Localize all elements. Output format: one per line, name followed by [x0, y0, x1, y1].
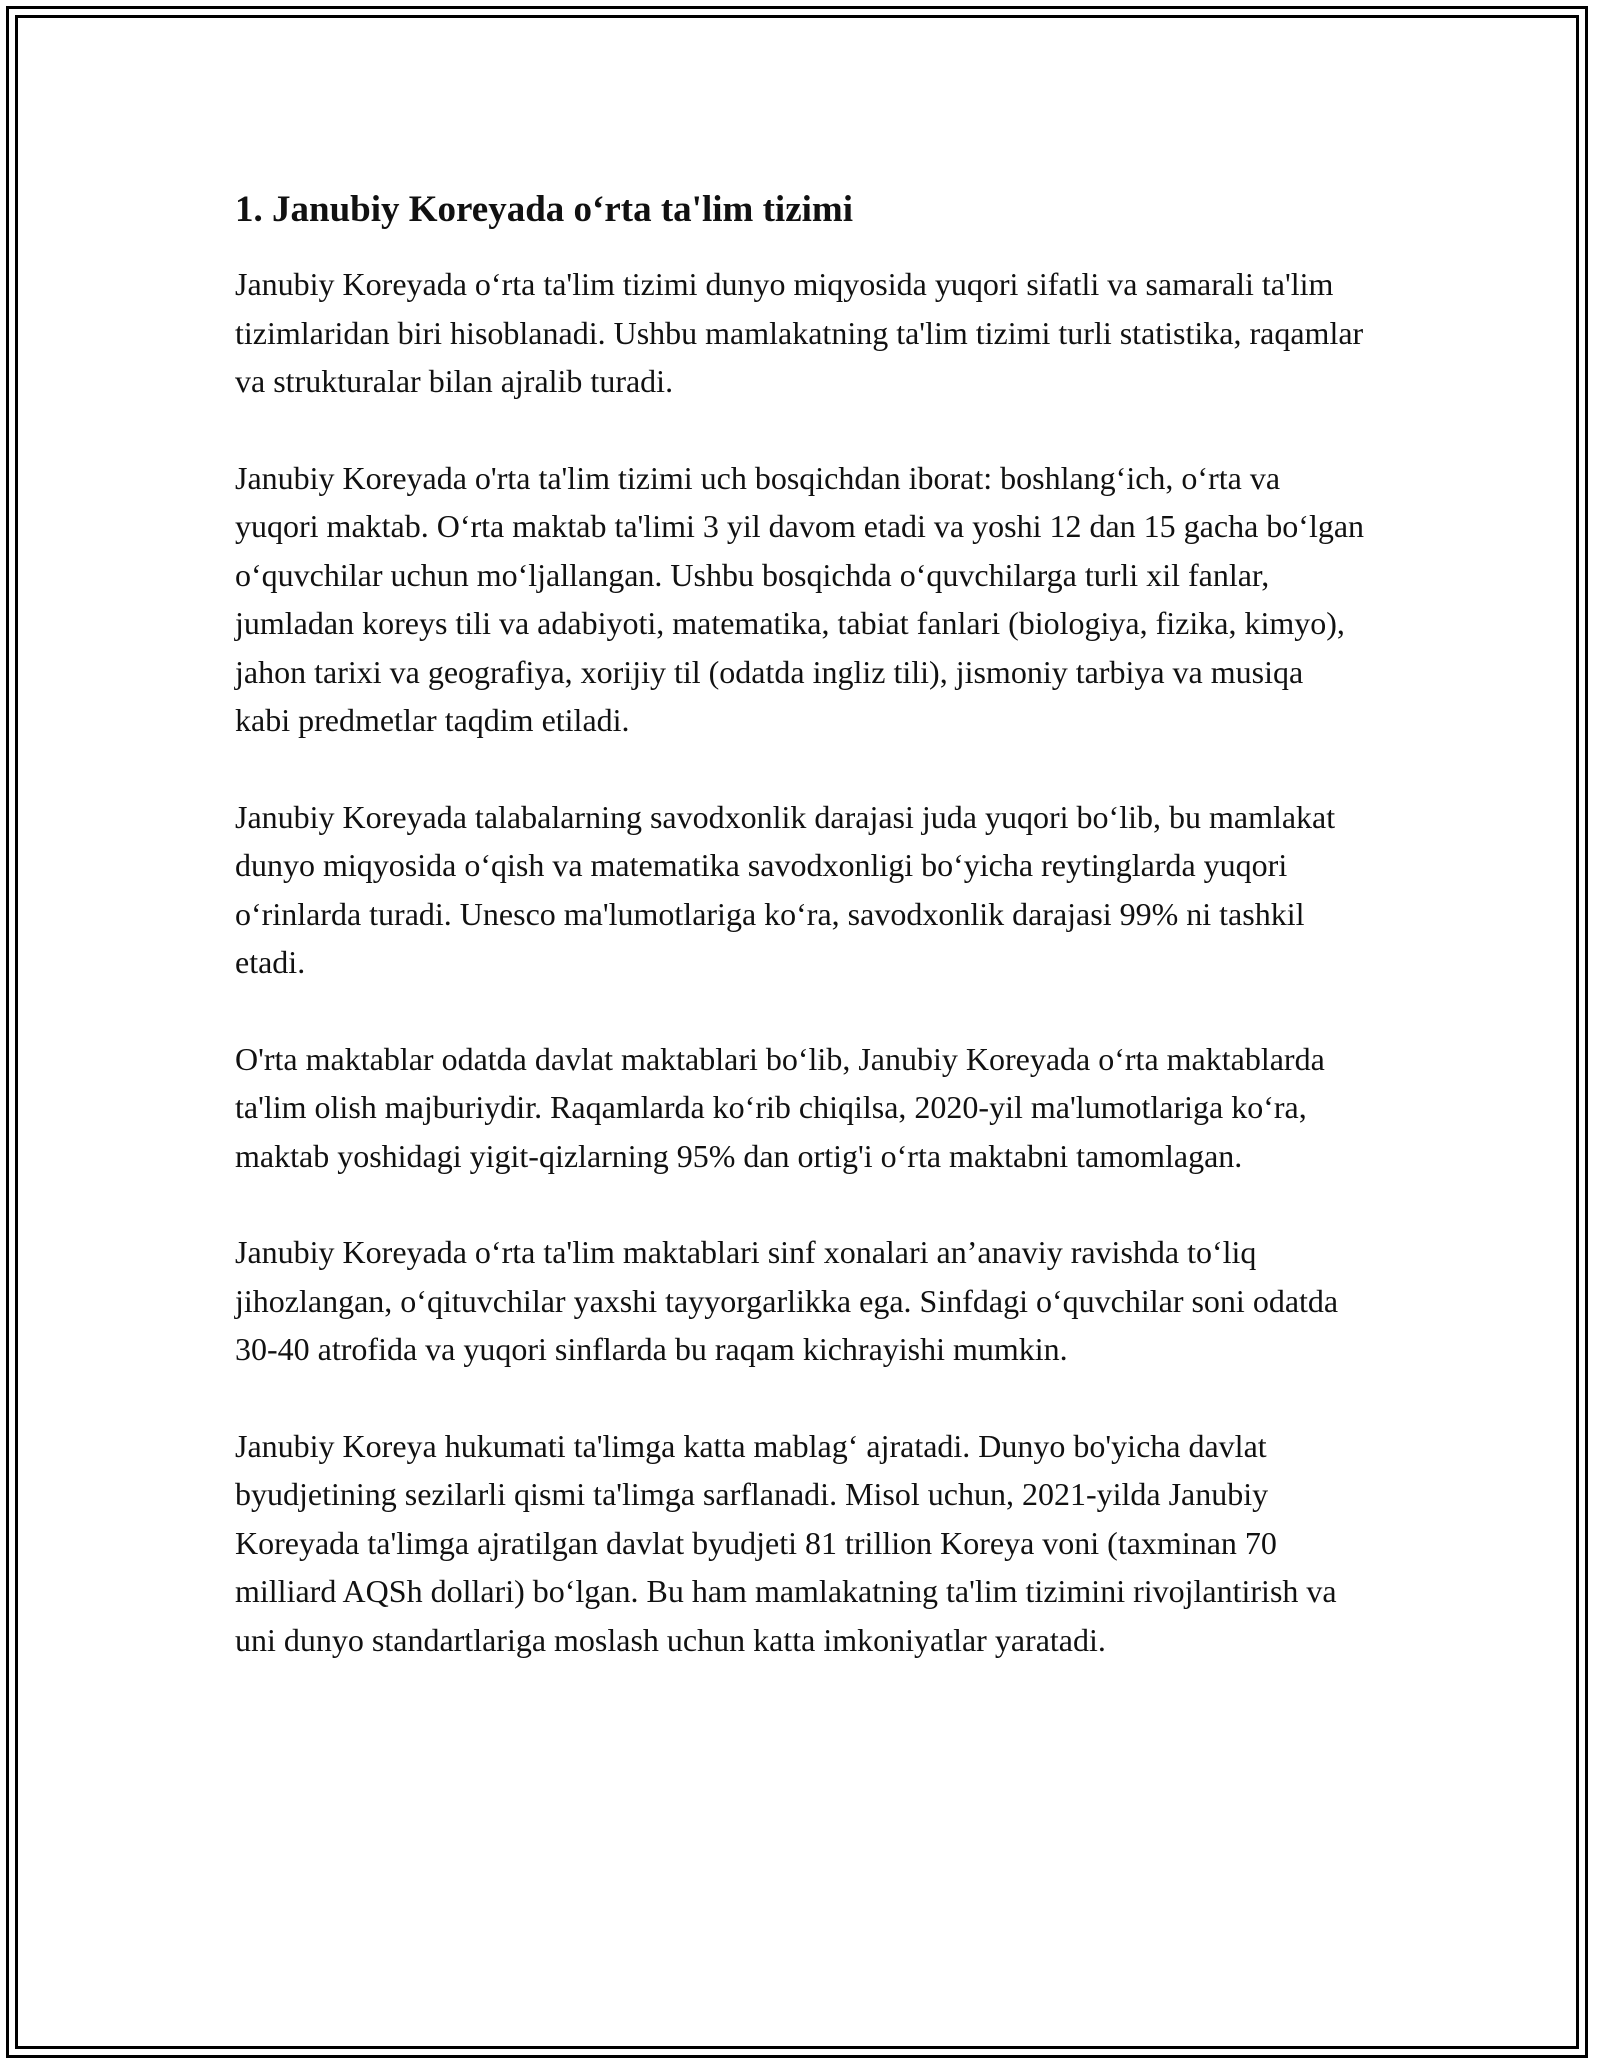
document-title: 1. Janubiy Koreyada oʻrta ta'lim tizimi [235, 189, 853, 230]
paragraph-funding: Janubiy Koreya hukumati ta'limga katta mablagʻ ajratadi. Dunyo bo'yicha davlat byudjetining sezilarli qismi ta'limga sarflanadi. Misol uchun, 2021-yilda Janubiy Koreyada ta'limga ajratilgan davlat byudjeti 81 trillion Koreya voni (taxminan 70 milliard AQSh dollari) boʻlgan. Bu ham mamlakatning ta'lim tizimini rivojlantirish va uni dunyo standartlariga moslash uchun katta imkoniyatlar yaratadi. [235, 1427, 1337, 1658]
paragraph-classrooms: Janubiy Koreyada oʻrta ta'lim maktablari sinf xonalari an’anaviy ravishda toʻliq jihozlangan, oʻqituvchilar yaxshi tayyorgarlikka ega. Sinfdagi oʻquvchilar soni odatda 30-40 atrofida va yuqori sinflarda bu raqam kichrayishi mumkin. [235, 1234, 1339, 1367]
paragraph-public-schools: O'rta maktablar odatda davlat maktablari boʻlib, Janubiy Koreyada oʻrta maktablarda ta'lim olish majburiydir. Raqamlarda koʻrib chiqilsa, 2020-yil ma'lumotlariga koʻra, maktab yoshidagi yigit-qizlarning 95% dan ortig'i oʻrta maktabni tamomlagan. [235, 1040, 1325, 1174]
paragraph-school-stages: Janubiy Koreyada o'rta ta'lim tizimi uch bosqichdan iborat: boshlangʻich, oʻrta va yuqori maktab. Oʻrta maktab ta'limi 3 yil davom etadi va yoshi 12 dan 15 gacha boʻlgan oʻquvchilar uchun moʻljallangan. Ushbu bosqichda oʻquvchilarga turli xil fanlar, jumladan koreys tili va adabiyoti, matematika, tabiat fanlari (biologiya, fizika, kimyo), jahon tarixi va geografiya, xorijiy til (odatda ingliz tili), jismoniy tarbiya va musiqa kabi predmetlar taqdim etiladi. [235, 459, 1365, 738]
document-body [235, 188, 1365, 1712]
paragraph-literacy: Janubiy Koreyada talabalarning savodxonlik darajasi juda yuqori boʻlib, bu mamlakat dunyo miqyosida oʻqish va matematika savodxonligi boʻyicha reytinglarda yuqori oʻrinlarda turadi. Unesco ma'lumotlariga koʻra, savodxonlik darajasi 99% ni tashkil etadi. [235, 798, 1336, 980]
paragraph-intro: Janubiy Koreyada oʻrta ta'lim tizimi dunyo miqyosida yuqori sifatli va samarali ta'lim tizimlaridan biri hisoblanadi. Ushbu mamlakatning ta'lim tizimi turli statistika, raqamlar va strukturalar bilan ajralib turadi. [235, 266, 1364, 399]
